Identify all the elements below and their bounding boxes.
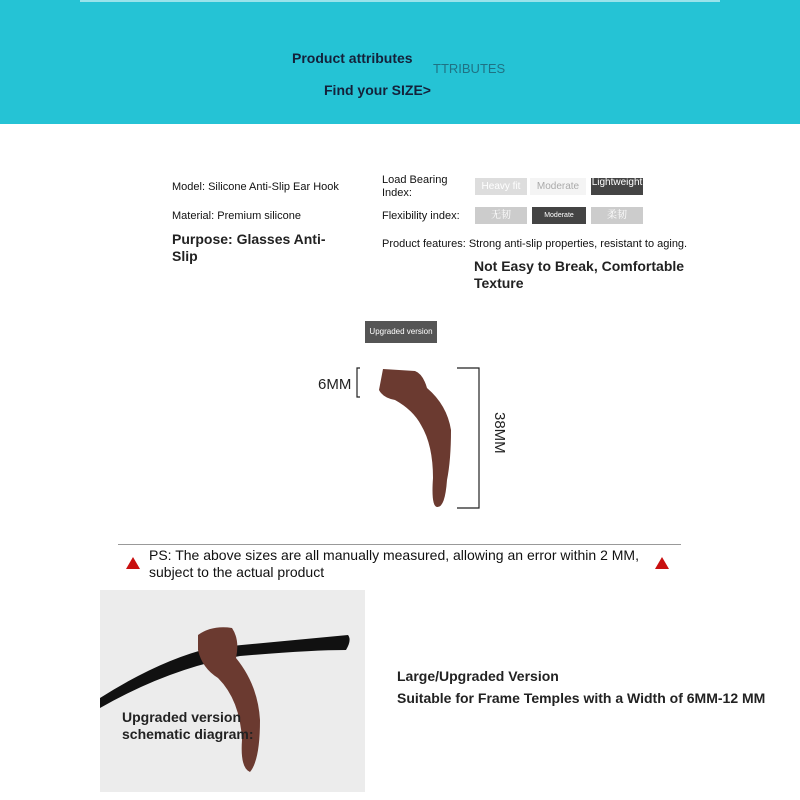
load-option-lightweight: Lightweight — [591, 178, 643, 195]
purpose-text: Purpose: Glasses Anti-Slip — [172, 231, 326, 264]
flex-option-1: 无韧 — [475, 207, 527, 224]
ear-hook-diagram — [355, 360, 485, 512]
find-size-link[interactable]: Find your SIZE> — [324, 82, 431, 98]
material-text: Material: Premium silicone — [172, 210, 301, 222]
flex-option-3: 柔韧 — [591, 207, 643, 224]
warning-triangle-icon — [126, 557, 140, 569]
divider — [80, 0, 720, 2]
flex-option-moderate: Moderate — [532, 207, 586, 224]
width-label: 6MM — [318, 376, 352, 393]
version-description: Suitable for Frame Temples with a Width of 6MM-12 MM — [397, 690, 766, 706]
load-bearing-label: Load Bearing Index: — [382, 174, 448, 199]
warning-triangle-icon — [655, 557, 669, 569]
banner-ghost-text: TTRIBUTES — [433, 61, 506, 76]
measurement-note: PS: The above sizes are all manually measured, allowing an error within 2 MM, subject to the actual product — [149, 547, 639, 580]
banner-title: Product attributes — [292, 50, 413, 66]
header-banner — [0, 0, 800, 124]
load-option-heavy: Heavy fit — [475, 178, 527, 195]
product-features: Product features: Strong anti-slip properties, resistant to aging. — [382, 238, 688, 250]
upgraded-version-tag: Upgraded version — [365, 321, 437, 343]
divider — [118, 544, 681, 545]
ear-hook-icon — [379, 369, 451, 507]
product-features-2: Not Easy to Break, Comfortable Texture — [474, 258, 685, 291]
version-title: Large/Upgraded Version — [397, 668, 559, 684]
model-text: Model: Silicone Anti-Slip Ear Hook — [172, 181, 339, 193]
height-label: 38MM — [491, 412, 508, 454]
photo-caption: Upgraded version schematic diagram: — [122, 709, 254, 742]
schematic-photo — [100, 590, 365, 792]
flexibility-label: Flexibility index: — [382, 210, 460, 222]
load-option-moderate: Moderate — [530, 178, 586, 195]
